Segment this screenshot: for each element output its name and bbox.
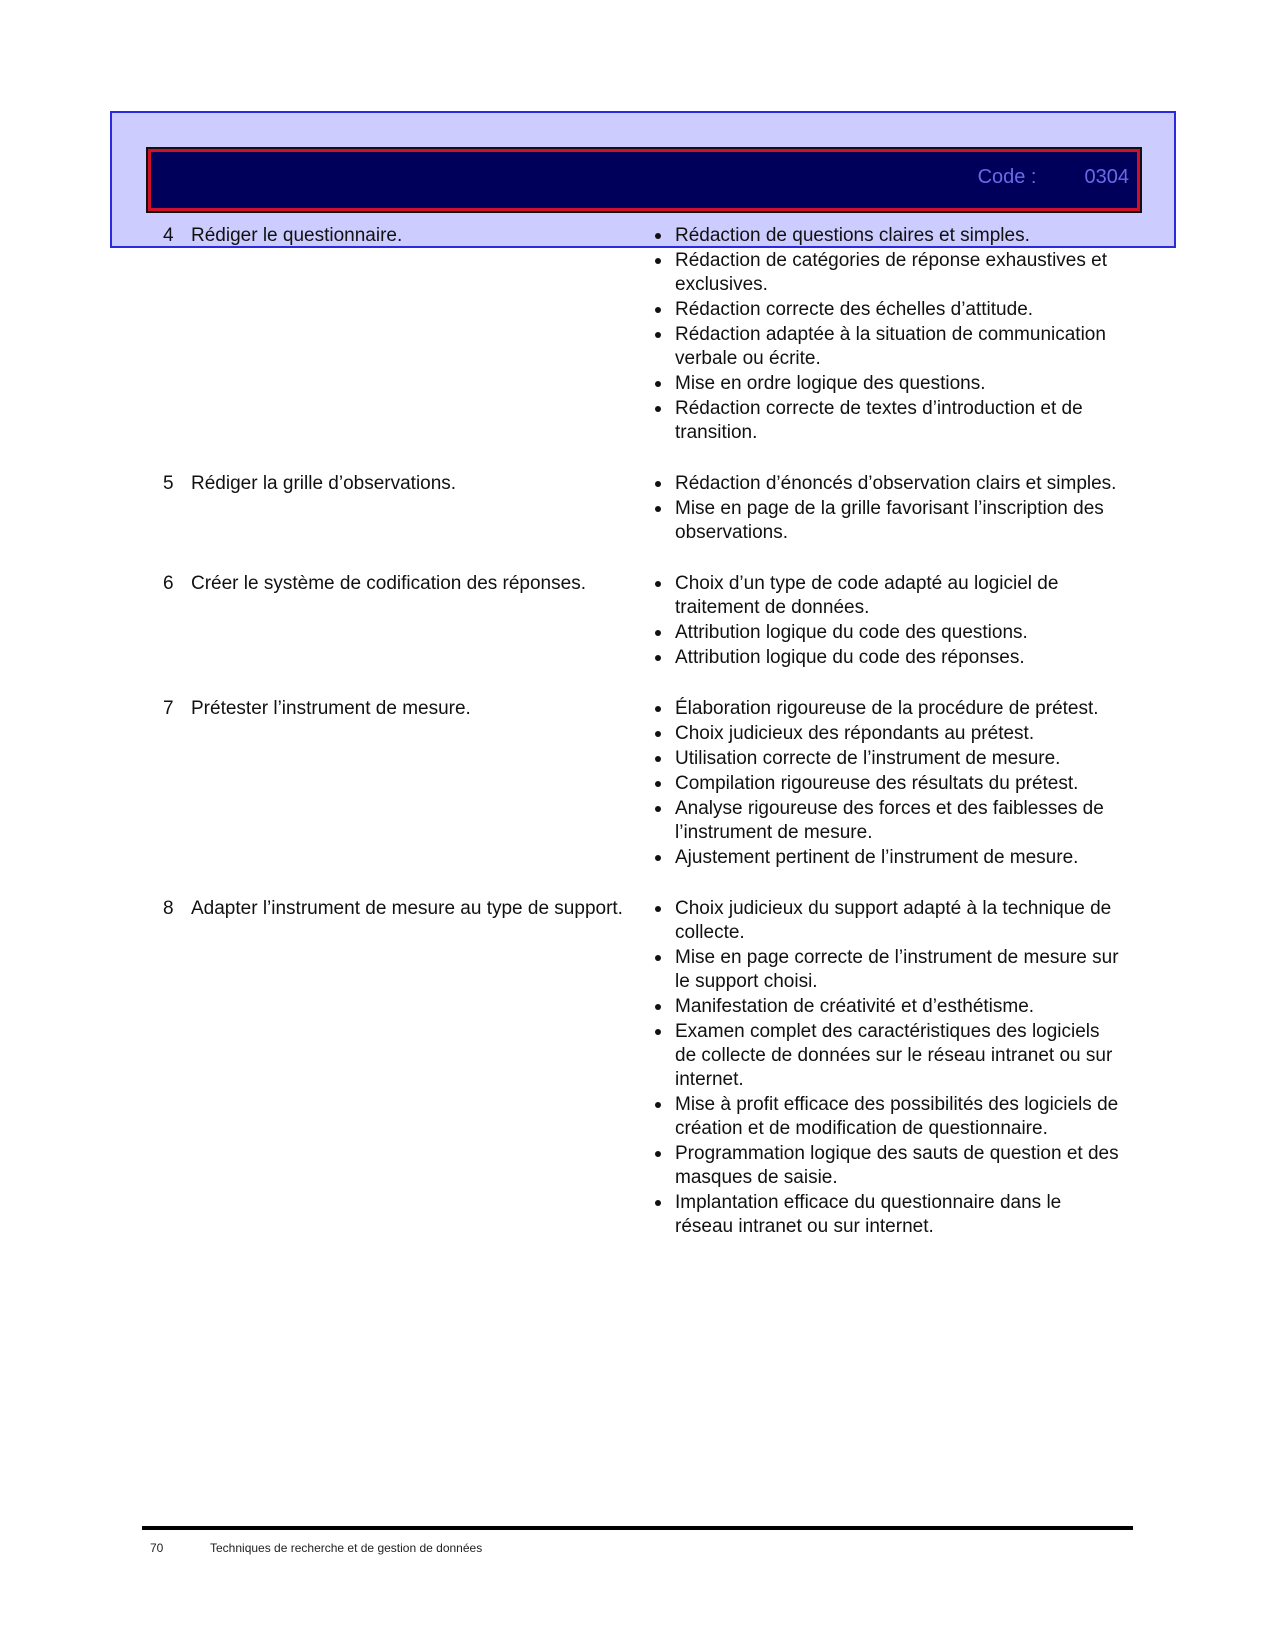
- criterion-item: Choix d’un type de code adapté au logiciel de traitement de données.: [653, 572, 1123, 620]
- task-text: Rédiger la grille d’observations.: [191, 473, 457, 494]
- task-number: 7: [163, 698, 174, 719]
- criterion-item: Mise en ordre logique des questions.: [653, 372, 1123, 396]
- criterion-item: Rédaction correcte de textes d’introduction et de transition.: [653, 397, 1123, 445]
- criterion-item: Compilation rigoureuse des résultats du prétest.: [653, 772, 1123, 796]
- course-code: [978, 166, 1129, 189]
- criterion-item: Ajustement pertinent de l’instrument de mesure.: [653, 846, 1123, 870]
- criteria-list: [653, 572, 1123, 671]
- code-label: Code :: [977, 166, 1037, 188]
- task-number: 5: [163, 473, 174, 494]
- criteria-list: [653, 697, 1123, 871]
- criterion-item: Implantation efficace du questionnaire dans le réseau intranet ou sur internet.: [653, 1191, 1123, 1239]
- criterion-item: Rédaction d’énoncés d’observation clairs et simples.: [653, 472, 1123, 496]
- task-number: 8: [163, 898, 174, 919]
- task-number: 6: [163, 573, 174, 594]
- criteria-list: [653, 472, 1123, 546]
- page-number: 70: [150, 1541, 164, 1555]
- criterion-item: Programmation logique des sauts de question et des masques de saisie.: [653, 1142, 1123, 1190]
- criterion-item: Manifestation de créativité et d’esthétisme.: [653, 995, 1123, 1019]
- task-cell: [163, 697, 653, 871]
- task-text: Créer le système de codification des réponses.: [191, 573, 586, 594]
- footer-rule: [142, 1526, 1133, 1530]
- criterion-item: Choix judicieux des répondants au prétest.: [653, 722, 1123, 746]
- criteria-list: [653, 224, 1123, 446]
- task-text: Prétester l’instrument de mesure.: [191, 698, 471, 719]
- criterion-item: Utilisation correcte de l’instrument de mesure.: [653, 747, 1123, 771]
- task-cell: [163, 897, 653, 1240]
- task-number: 4: [163, 225, 174, 246]
- title-bar: [148, 149, 1140, 211]
- footer-title: Techniques de recherche et de gestion de données: [210, 1541, 483, 1555]
- criterion-item: Choix judicieux du support adapté à la technique de collecte.: [653, 897, 1123, 945]
- table-row: [163, 897, 1131, 1240]
- task-cell: [163, 572, 653, 671]
- criterion-item: Analyse rigoureuse des forces et des faiblesses de l’instrument de mesure.: [653, 797, 1123, 845]
- table-row: [163, 224, 1131, 446]
- criterion-item: Rédaction adaptée à la situation de communication verbale ou écrite.: [653, 323, 1123, 371]
- criterion-item: Mise à profit efficace des possibilités des logiciels de création et de modification de questionnaire.: [653, 1093, 1123, 1141]
- task-text: Adapter l’instrument de mesure au type de support.: [191, 898, 623, 919]
- code-value: 0304: [1084, 166, 1129, 188]
- criterion-item: Mise en page de la grille favorisant l’inscription des observations.: [653, 497, 1123, 545]
- criterion-item: Mise en page correcte de l’instrument de mesure sur le support choisi.: [653, 946, 1123, 994]
- criterion-item: Rédaction de catégories de réponse exhaustives et exclusives.: [653, 249, 1123, 297]
- task-cell: [163, 472, 653, 546]
- table-row: [163, 572, 1131, 671]
- task-cell: [163, 224, 653, 446]
- table-row: [163, 697, 1131, 871]
- table-row: [163, 472, 1131, 546]
- criterion-item: Élaboration rigoureuse de la procédure de prétest.: [653, 697, 1123, 721]
- criterion-item: Attribution logique du code des réponses.: [653, 646, 1123, 670]
- criterion-item: Rédaction de questions claires et simples.: [653, 224, 1123, 248]
- criterion-item: Examen complet des caractéristiques des logiciels de collecte de données sur le réseau intranet ou sur internet.: [653, 1020, 1123, 1092]
- page-footer: [150, 1541, 482, 1555]
- task-text: Rédiger le questionnaire.: [191, 225, 403, 246]
- competency-table: [163, 224, 1131, 1266]
- criteria-list: [653, 897, 1123, 1240]
- criterion-item: Rédaction correcte des échelles d’attitude.: [653, 298, 1123, 322]
- criterion-item: Attribution logique du code des questions.: [653, 621, 1123, 645]
